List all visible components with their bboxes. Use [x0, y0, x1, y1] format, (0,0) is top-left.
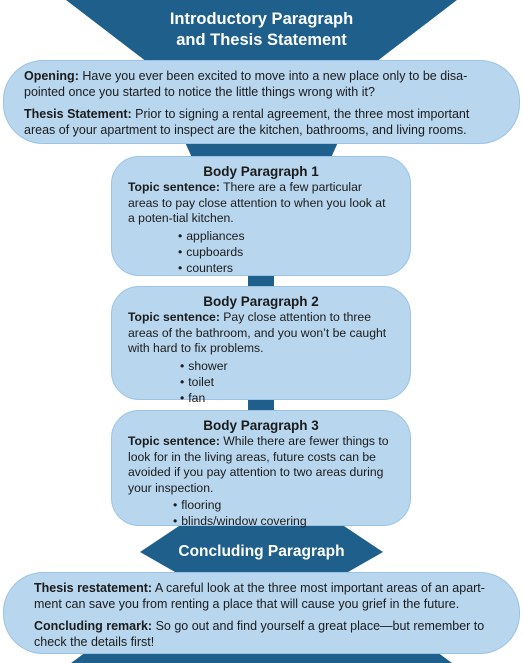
- restatement-text: A careful look at the three most important areas of an apart-ment can save you from renting a place that will cause you grief in the future.: [34, 581, 485, 611]
- body-paragraph-2-topic: [128, 310, 394, 357]
- body-paragraph-3-title: Body Paragraph 3: [203, 418, 319, 433]
- topic-label: Topic sentence:: [128, 310, 220, 324]
- opening-paragraph: [24, 68, 501, 100]
- thesis-paragraph: [24, 106, 501, 138]
- restatement-paragraph: [34, 580, 501, 612]
- opening-label: Opening:: [24, 69, 79, 83]
- body-paragraph-2-bullets: [128, 358, 394, 406]
- remark-paragraph: [34, 618, 501, 650]
- thesis-label: Thesis Statement:: [24, 107, 132, 121]
- topic-label: Topic sentence:: [128, 180, 220, 194]
- remark-text: So go out and find yourself a great place—but remember to check the details first!: [34, 619, 485, 649]
- body-paragraph-3-bullets: [128, 497, 394, 529]
- body-paragraph-1-box: [111, 156, 411, 276]
- restatement-label: Thesis restatement:: [34, 581, 153, 595]
- body-paragraph-2-title: Body Paragraph 2: [203, 294, 319, 309]
- body-paragraph-2-box: [111, 286, 411, 405]
- bullet-item: • toilet: [180, 374, 394, 390]
- topic-text: There are a few particular areas to pay close attention to when you look at a poten-tial kitchen.: [128, 180, 386, 225]
- opening-text: Have you ever been excited to move into a new place only to be disa-pointed once you started to notice the little things wrong with it?: [24, 69, 468, 99]
- bullet-item: • appliances: [178, 228, 394, 244]
- topic-text: While there are fewer things to look for in the living areas, future costs can be avoided if you pay attention to two areas during your inspection.: [128, 434, 389, 495]
- topic-text: Pay close attention to three areas of the bathroom, and you won’t be caught with hard to fix problems.: [128, 310, 387, 355]
- thesis-text: Prior to signing a rental agreement, the three most important areas of your apartment to inspect are the kitchen, bathrooms, and living rooms.: [24, 107, 470, 137]
- bullet-item: • flooring: [173, 497, 394, 513]
- body-paragraph-1-topic: [128, 180, 394, 227]
- intro-title-line1: Introductory Paragraph: [169, 10, 354, 28]
- bullet-item: • fan: [180, 390, 394, 406]
- body-paragraph-1-title: Body Paragraph 1: [203, 164, 319, 179]
- bullet-item: • cupboards: [178, 244, 394, 260]
- intro-title-line2: and Thesis Statement: [176, 30, 347, 49]
- remark-label: Concluding remark:: [34, 619, 153, 633]
- conclusion-title: Concluding Paragraph: [178, 543, 345, 560]
- body-paragraph-3-topic: [128, 434, 394, 496]
- conclusion-box: [3, 572, 520, 654]
- body-paragraph-1-bullets: [128, 228, 394, 276]
- intro-title: [110, 9, 413, 50]
- topic-label: Topic sentence:: [128, 434, 220, 448]
- intro-box: [3, 60, 520, 144]
- bullet-item: • counters: [178, 260, 394, 276]
- bullet-item: • blinds/window covering: [173, 513, 394, 529]
- bullet-item: • shower: [180, 358, 394, 374]
- body-paragraph-3-box: [111, 410, 411, 526]
